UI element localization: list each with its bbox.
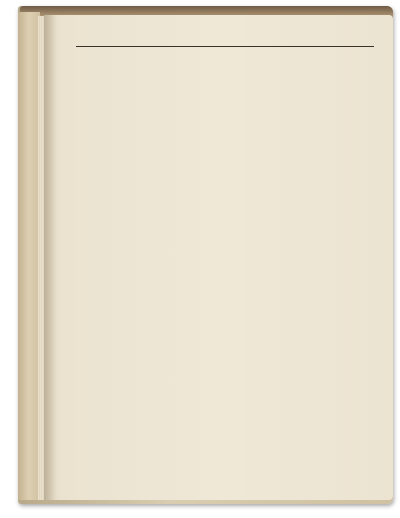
catchword [76,60,374,71]
book-page [44,15,393,500]
section-rule [76,46,374,47]
page-text [76,28,374,71]
running-head [76,28,374,42]
book-spine-edge [18,12,40,500]
gutter-shadow [44,15,56,500]
